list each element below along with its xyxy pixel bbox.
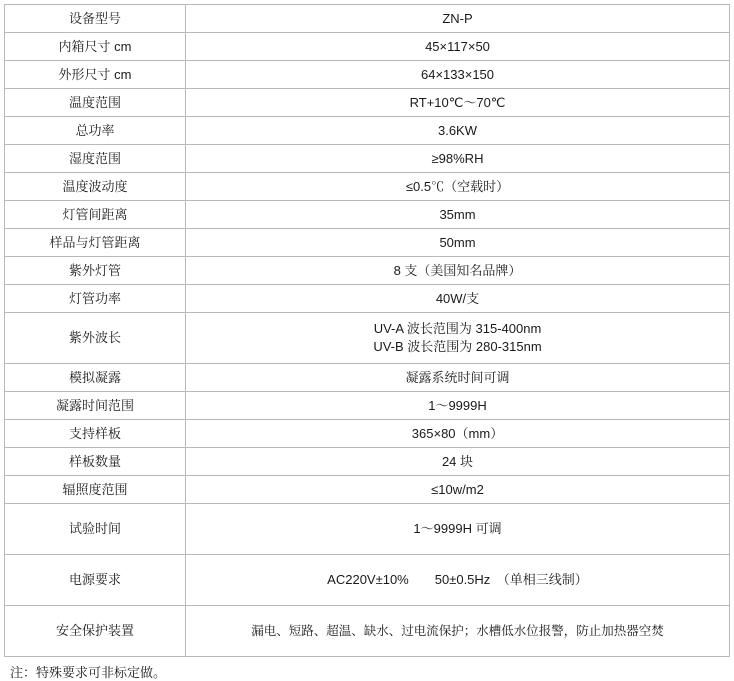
row-value	[186, 5, 730, 33]
row-label: 温度范围	[5, 89, 186, 117]
table-row	[5, 555, 730, 606]
value-line: ZN-P	[442, 10, 473, 26]
value-line: 8 支（美国知名品牌）	[393, 262, 522, 278]
row-value	[186, 229, 730, 257]
row-label: 支持样板	[5, 420, 186, 448]
row-value	[186, 257, 730, 285]
row-value	[186, 606, 730, 657]
row-label: 内箱尺寸 cm	[5, 33, 186, 61]
table-row	[5, 5, 730, 33]
row-label: 凝露时间范围	[5, 392, 186, 420]
row-label: 紫外灯管	[5, 257, 186, 285]
row-value	[186, 173, 730, 201]
table-row	[5, 33, 730, 61]
row-value	[186, 504, 730, 555]
row-value	[186, 285, 730, 313]
table-row	[5, 285, 730, 313]
row-value	[186, 555, 730, 606]
value-line: 45×117×50	[425, 38, 490, 54]
row-label: 试验时间	[5, 504, 186, 555]
value-line: RT+10℃～70℃	[409, 94, 506, 110]
row-label: 紫外波长	[5, 313, 186, 364]
row-label: 电源要求	[5, 555, 186, 606]
value-line: UV-B 波长范围为 280-315nm	[373, 339, 542, 354]
table-row	[5, 392, 730, 420]
table-row	[5, 201, 730, 229]
value-line: 漏电、短路、超温、缺水、过电流保护；水槽低水位报警，防止加热器空焚	[251, 623, 664, 638]
table-row	[5, 606, 730, 657]
row-value	[186, 89, 730, 117]
value-line: ≤10w/m2	[431, 481, 484, 497]
row-value	[186, 145, 730, 173]
row-value	[186, 61, 730, 89]
value-line: 35mm	[439, 206, 476, 222]
value-line: 凝露系统时间可调	[405, 369, 510, 385]
table-row	[5, 504, 730, 555]
value-line: ≥98%RH	[431, 150, 484, 166]
table-row	[5, 145, 730, 173]
value-line: 365×80（mm）	[411, 425, 504, 441]
table-row	[5, 364, 730, 392]
row-label: 设备型号	[5, 5, 186, 33]
value-line: ≤0.5℃（空载时）	[405, 178, 510, 194]
row-value	[186, 117, 730, 145]
value-line: 24 块	[441, 453, 474, 469]
table-row	[5, 61, 730, 89]
specifications-table	[4, 4, 730, 657]
value-line: 1～9999H	[428, 397, 487, 413]
row-label: 样板数量	[5, 448, 186, 476]
value-line: 40W/支	[435, 290, 480, 306]
table-row	[5, 448, 730, 476]
value-line: AC220V±10% 50±0.5Hz （单相三线制）	[327, 572, 588, 588]
table-row	[5, 257, 730, 285]
value-line: 50mm	[439, 234, 476, 250]
value-line: 1～9999H 可调	[413, 521, 502, 537]
row-label: 湿度范围	[5, 145, 186, 173]
row-label: 安全保护装置	[5, 606, 186, 657]
row-value	[186, 392, 730, 420]
row-label: 温度波动度	[5, 173, 186, 201]
footnote: 注：特殊要求可非标定做。	[10, 665, 167, 680]
table-row	[5, 229, 730, 257]
table-row	[5, 476, 730, 504]
table-row	[5, 117, 730, 145]
table-row	[5, 420, 730, 448]
value-line: 64×133×150	[420, 66, 495, 82]
row-value	[186, 420, 730, 448]
row-value	[186, 476, 730, 504]
row-value	[186, 313, 730, 364]
row-value	[186, 201, 730, 229]
row-label: 样品与灯管距离	[5, 229, 186, 257]
row-label: 灯管间距离	[5, 201, 186, 229]
row-label: 总功率	[5, 117, 186, 145]
row-label: 灯管功率	[5, 285, 186, 313]
table-row	[5, 89, 730, 117]
table-row	[5, 313, 730, 364]
value-line: 3.6KW	[437, 122, 477, 138]
table-body	[5, 5, 730, 657]
value-line: UV-A 波长范围为 315-400nm	[373, 321, 542, 337]
row-value	[186, 448, 730, 476]
row-label: 外形尺寸 cm	[5, 61, 186, 89]
row-label: 模拟凝露	[5, 364, 186, 392]
row-value	[186, 33, 730, 61]
row-value	[186, 364, 730, 392]
table-row	[5, 173, 730, 201]
row-label: 辐照度范围	[5, 476, 186, 504]
